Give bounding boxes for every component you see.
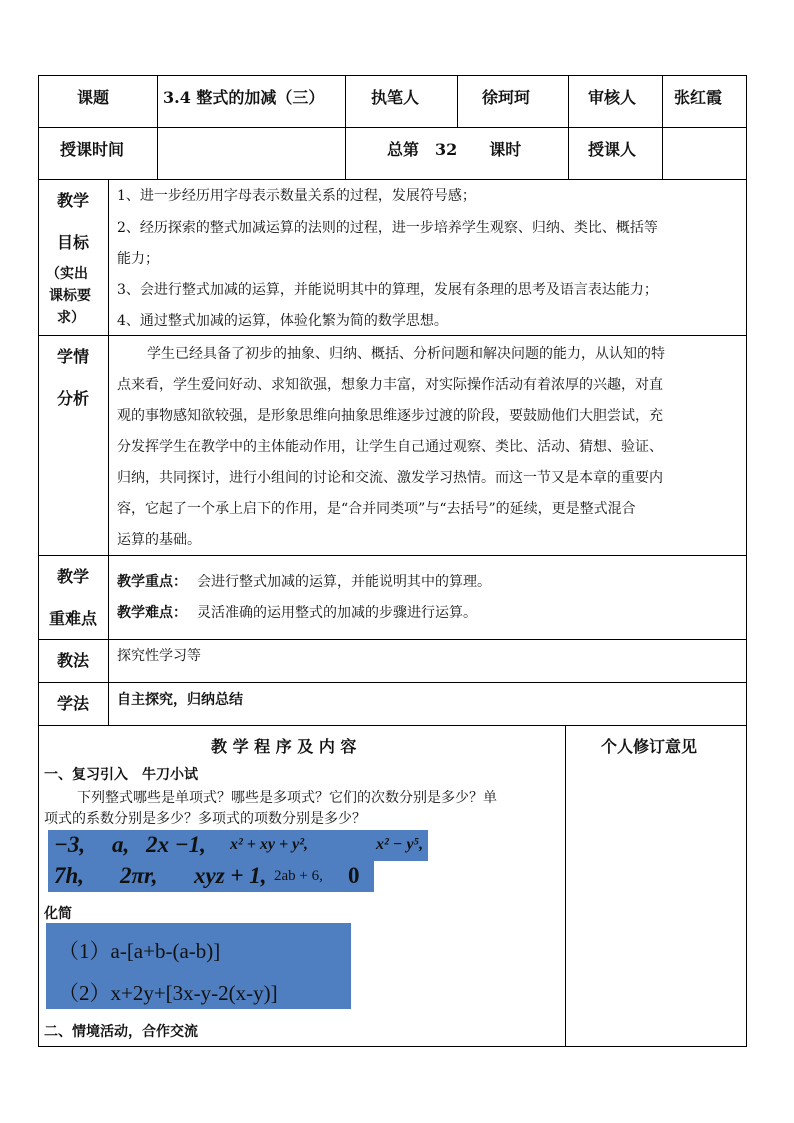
topic-value: 3.4 整式的加减（三）: [163, 88, 325, 107]
question-text: 下列整式哪些是单项式？哪些是多项式？它们的次数分别是多少？单: [77, 790, 497, 806]
objectives-label: 教学: [57, 191, 90, 210]
analysis-line: 容，它起了一个承上启下的作用，是“合并同类项”与“去括号”的延续，更是整式混合: [117, 501, 636, 517]
expression-term: a,: [112, 832, 130, 857]
column-divider: [457, 75, 458, 128]
question-text: 项式的系数分别是多少？多项式的项数分别是多少？: [44, 811, 366, 827]
column-divider: [108, 179, 109, 726]
row-divider: [38, 639, 747, 640]
section-title: 二、情境活动，合作交流: [44, 1024, 198, 1040]
objectives-label: 目标: [57, 233, 90, 252]
expression-term: x² + xy + y²,: [230, 836, 309, 853]
topic-label: 课题: [77, 88, 110, 107]
column-divider: [565, 725, 566, 1047]
row-divider: [38, 127, 747, 128]
analysis-label: 学情: [57, 347, 90, 366]
row-divider: [38, 179, 747, 180]
analysis-label: 分析: [57, 389, 90, 408]
column-divider: [157, 75, 158, 180]
exercise-item: （2）x+2y+[3x-y-2(x-y)]: [58, 981, 278, 1005]
key-points-label: 重难点: [49, 609, 98, 628]
analysis-line: 观的事物感知欲较强，是形象思维向抽象思维逐步过渡的阶段，要鼓励他们大胆尝试，充: [117, 408, 663, 424]
objective-line: 3、会进行整式加减的运算，并能说明其中的算理，发展有条理的思考及语言表达能力；: [117, 282, 658, 298]
total-lessons: 总第 32 课时: [387, 140, 522, 159]
objectives-label: 求）: [57, 310, 85, 326]
revision-heading: 个人修订意见: [601, 737, 698, 756]
key-point-title: 教学重点：: [117, 574, 187, 590]
learning-value: 自主探究，归纳总结: [117, 692, 243, 708]
table-border: [38, 1046, 747, 1047]
simplify-label: 化简: [44, 906, 72, 922]
table-border: [38, 75, 39, 1047]
analysis-line: 归纳，共同探讨，进行小组间的讨论和交流、激发学习热情。而这一节又是本章的重要内: [117, 470, 663, 486]
objective-line: 4、通过整式加减的运算，体验化繁为简的数学思想。: [117, 313, 448, 329]
time-label: 授课时间: [60, 140, 125, 159]
method-label: 教法: [57, 651, 90, 670]
writer-value: 徐珂珂: [482, 88, 531, 107]
table-border: [746, 75, 747, 1047]
key-point-text: 会进行整式加减的运算，并能说明其中的算理。: [197, 574, 491, 590]
row-divider: [38, 725, 747, 726]
column-divider: [345, 75, 346, 180]
section-title: 一、复习引入 牛刀小试: [44, 767, 198, 783]
analysis-line: 学生已经具备了初步的抽象、归纳、概括、分析问题和解决问题的能力，从认知的特: [147, 346, 665, 362]
objective-line: 能力；: [117, 251, 159, 267]
objectives-label: （实出: [46, 266, 88, 282]
key-points-label: 教学: [57, 567, 90, 586]
teacher-label: 授课人: [588, 140, 637, 159]
procedure-heading: 教 学 程 序 及 内 容: [211, 737, 357, 756]
objectives-label: 课标要: [49, 288, 91, 304]
table-border: [38, 75, 747, 76]
column-divider: [662, 75, 663, 180]
analysis-line: 运算的基础。: [117, 532, 201, 548]
reviewer-label: 审核人: [588, 88, 637, 107]
expression-term: 2πr,: [120, 863, 158, 888]
difficult-point-text: 灵活准确的运用整式的加减的步骤进行运算。: [197, 605, 477, 621]
exercise-item: （1）a-[a+b-(a-b)]: [58, 939, 221, 963]
objective-line: 2、经历探索的整式加减运算的法则的过程，进一步培养学生观察、归纳、类比、概括等: [117, 220, 658, 236]
expression-term: 2x −1,: [146, 832, 206, 857]
expression-term: 0: [348, 863, 360, 888]
learning-label: 学法: [57, 694, 90, 713]
expression-term: xyz + 1,: [194, 863, 267, 888]
reviewer-value: 张红霞: [674, 88, 723, 107]
analysis-line: 分发挥学生在教学中的主体能动作用，让学生自己通过观察、类比、活动、猜想、验证、: [117, 439, 663, 455]
row-divider: [38, 682, 747, 683]
expression-strip: [48, 861, 374, 892]
expression-term: x² − y⁵,: [376, 836, 424, 853]
analysis-line: 点来看，学生爱问好动、求知欲强，想象力丰富，对实际操作活动有着浓厚的兴趣，对直: [117, 377, 663, 393]
method-value: 探究性学习等: [117, 648, 201, 664]
expression-strip: [48, 830, 428, 861]
column-divider: [568, 75, 569, 180]
expression-term: 2ab + 6,: [274, 868, 323, 884]
exercise-box: [46, 923, 351, 1009]
expression-term: −3,: [54, 832, 86, 857]
expression-term: 7h,: [54, 863, 85, 888]
objective-line: 1、进一步经历用字母表示数量关系的过程，发展符号感；: [117, 188, 476, 204]
writer-label: 执笔人: [371, 88, 420, 107]
row-divider: [38, 555, 747, 556]
row-divider: [38, 335, 747, 336]
difficult-point-title: 教学难点：: [117, 605, 187, 621]
